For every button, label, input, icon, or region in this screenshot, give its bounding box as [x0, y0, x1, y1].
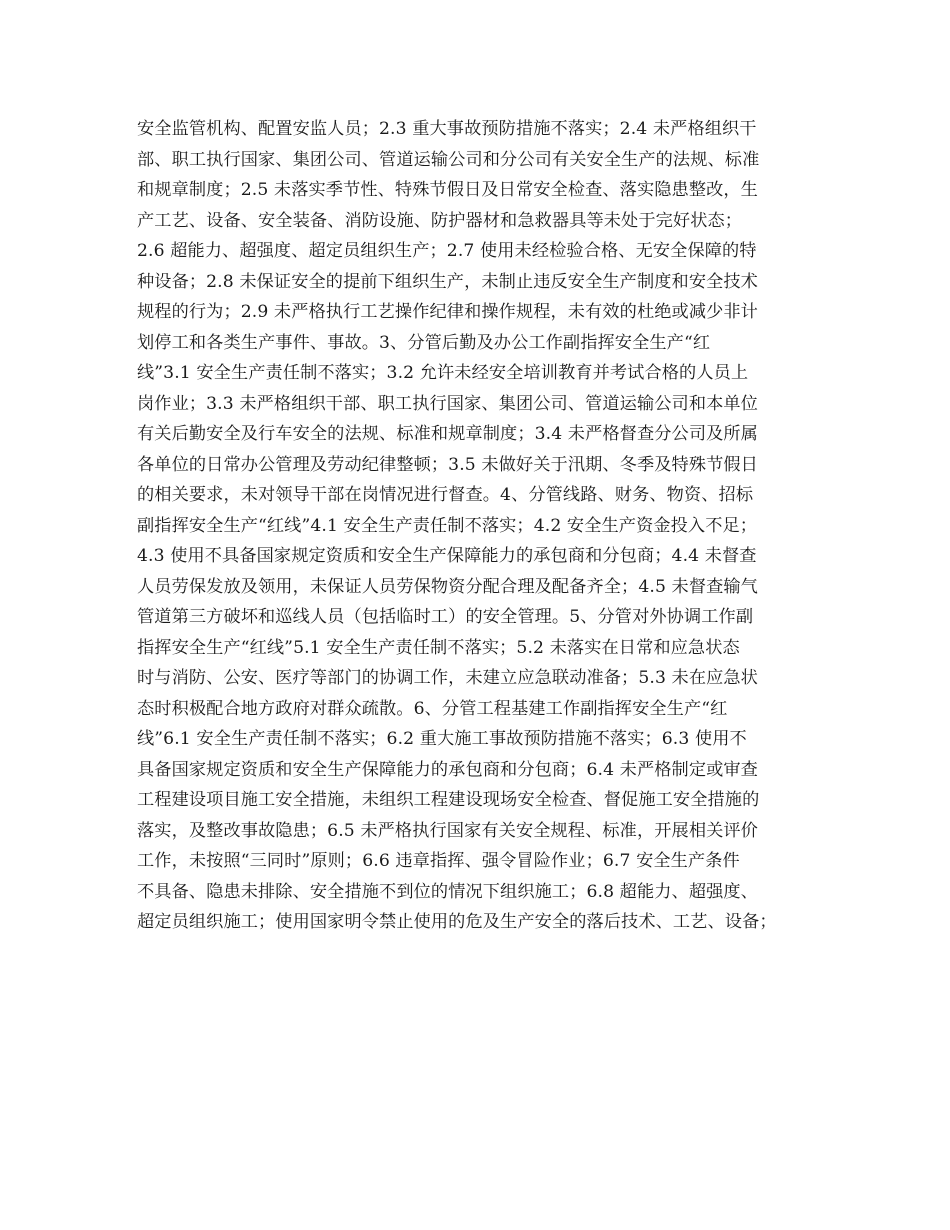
text-line: 有关后勤安全及行车安全的法规、标准和规章制度；3.4 未严格督查分公司及所属 [137, 424, 758, 444]
text-line: 不具备、隐患未排除、安全措施不到位的情况下组织施工；6.8 超能力、超强度、 [137, 881, 758, 902]
text-line: 管道第三方破坏和巡线人员（包括临时工）的安全管理。5、分管对外协调工作副 [137, 607, 754, 627]
text-line: 工程建设项目施工安全措施，未组织工程建设现场安全检查、督促施工安全措施的 [137, 790, 760, 810]
text-line: 落实，及整改事故隐患；6.5 未严格执行国家有关安全规程、标准，开展相关评价 [137, 820, 758, 841]
text-line: 态时积极配合地方政府对群众疏散。6、分管工程基建工作副指挥安全生产“红 [137, 698, 728, 719]
text-line: 规程的行为；2.9 未严格执行工艺操作纪律和操作规程，未有效的杜绝或减少非计 [137, 302, 758, 322]
text-line: 副指挥安全生产“红线”4.1 安全生产责任制不落实；4.2 安全生产资金投入不足； [137, 515, 758, 536]
text-line: 4.3 使用不具备国家规定资质和安全生产保障能力的承包商和分包商；4.4 未督查 [137, 546, 757, 566]
text-line: 工作，未按照“三同时”原则；6.6 违章指挥、强令冒险作业；6.7 安全生产条件 [137, 851, 740, 871]
text-line: 的相关要求，未对领导干部在岗情况进行督查。4、分管线路、财务、物资、招标 [137, 485, 754, 505]
body-text [137, 114, 817, 938]
text-line: 指挥安全生产“红线”5.1 安全生产责任制不落实；5.2 未落实在日常和应急状态 [137, 637, 740, 658]
text-line: 划停工和各类生产事件、事故。3、分管后勤及办公工作副指挥安全生产“红 [137, 332, 711, 353]
text-line: 和规章制度；2.5 未落实季节性、特殊节假日及日常安全检查、落实隐患整改，生 [137, 180, 758, 200]
text-line: 岗作业；3.3 未严格组织干部、职工执行国家、集团公司、管道运输公司和本单位 [137, 393, 758, 414]
text-line: 种设备；2.8 未保证安全的提前下组织生产，未制止违反安全生产制度和安全技术 [137, 271, 758, 292]
text-line: 产工艺、设备、安全装备、消防设施、防护器材和急救器具等未处于完好状态； [137, 210, 743, 231]
text-line: 安全监管机构、配置安监人员；2.3 重大事故预防措施不落实；2.4 未严格组织干 [137, 119, 757, 139]
text-line: 各单位的日常办公管理及劳动纪律整顿；3.5 未做好关于汛期、冬季及特殊节假日 [137, 454, 758, 475]
text-line: 超定员组织施工；使用国家明令禁止使用的危及生产安全的落后技术、工艺、设备； [137, 912, 777, 932]
text-line: 线”6.1 安全生产责任制不落实；6.2 重大施工事故预防措施不落实；6.3 使用不 [137, 729, 747, 749]
text-line: 部、职工执行国家、集团公司、管道运输公司和分公司有关安全生产的法规、标准 [137, 149, 760, 170]
text-line: 2.6 超能力、超强度、超定员组织生产；2.7 使用未经检验合格、无安全保障的特 [137, 241, 757, 261]
text-line: 人员劳保发放及领用，未保证人员劳保物资分配合理及配备齐全；4.5 未督查输气 [137, 576, 758, 597]
text-line: 线”3.1 安全生产责任制不落实；3.2 允许未经安全培训教育并考试合格的人员上 [137, 363, 749, 383]
text-line: 时与消防、公安、医疗等部门的协调工作，未建立应急联动准备；5.3 未在应急状 [137, 668, 758, 688]
text-line: 具备国家规定资质和安全生产保障能力的承包商和分包商；6.4 未严格制定或审查 [137, 759, 758, 780]
